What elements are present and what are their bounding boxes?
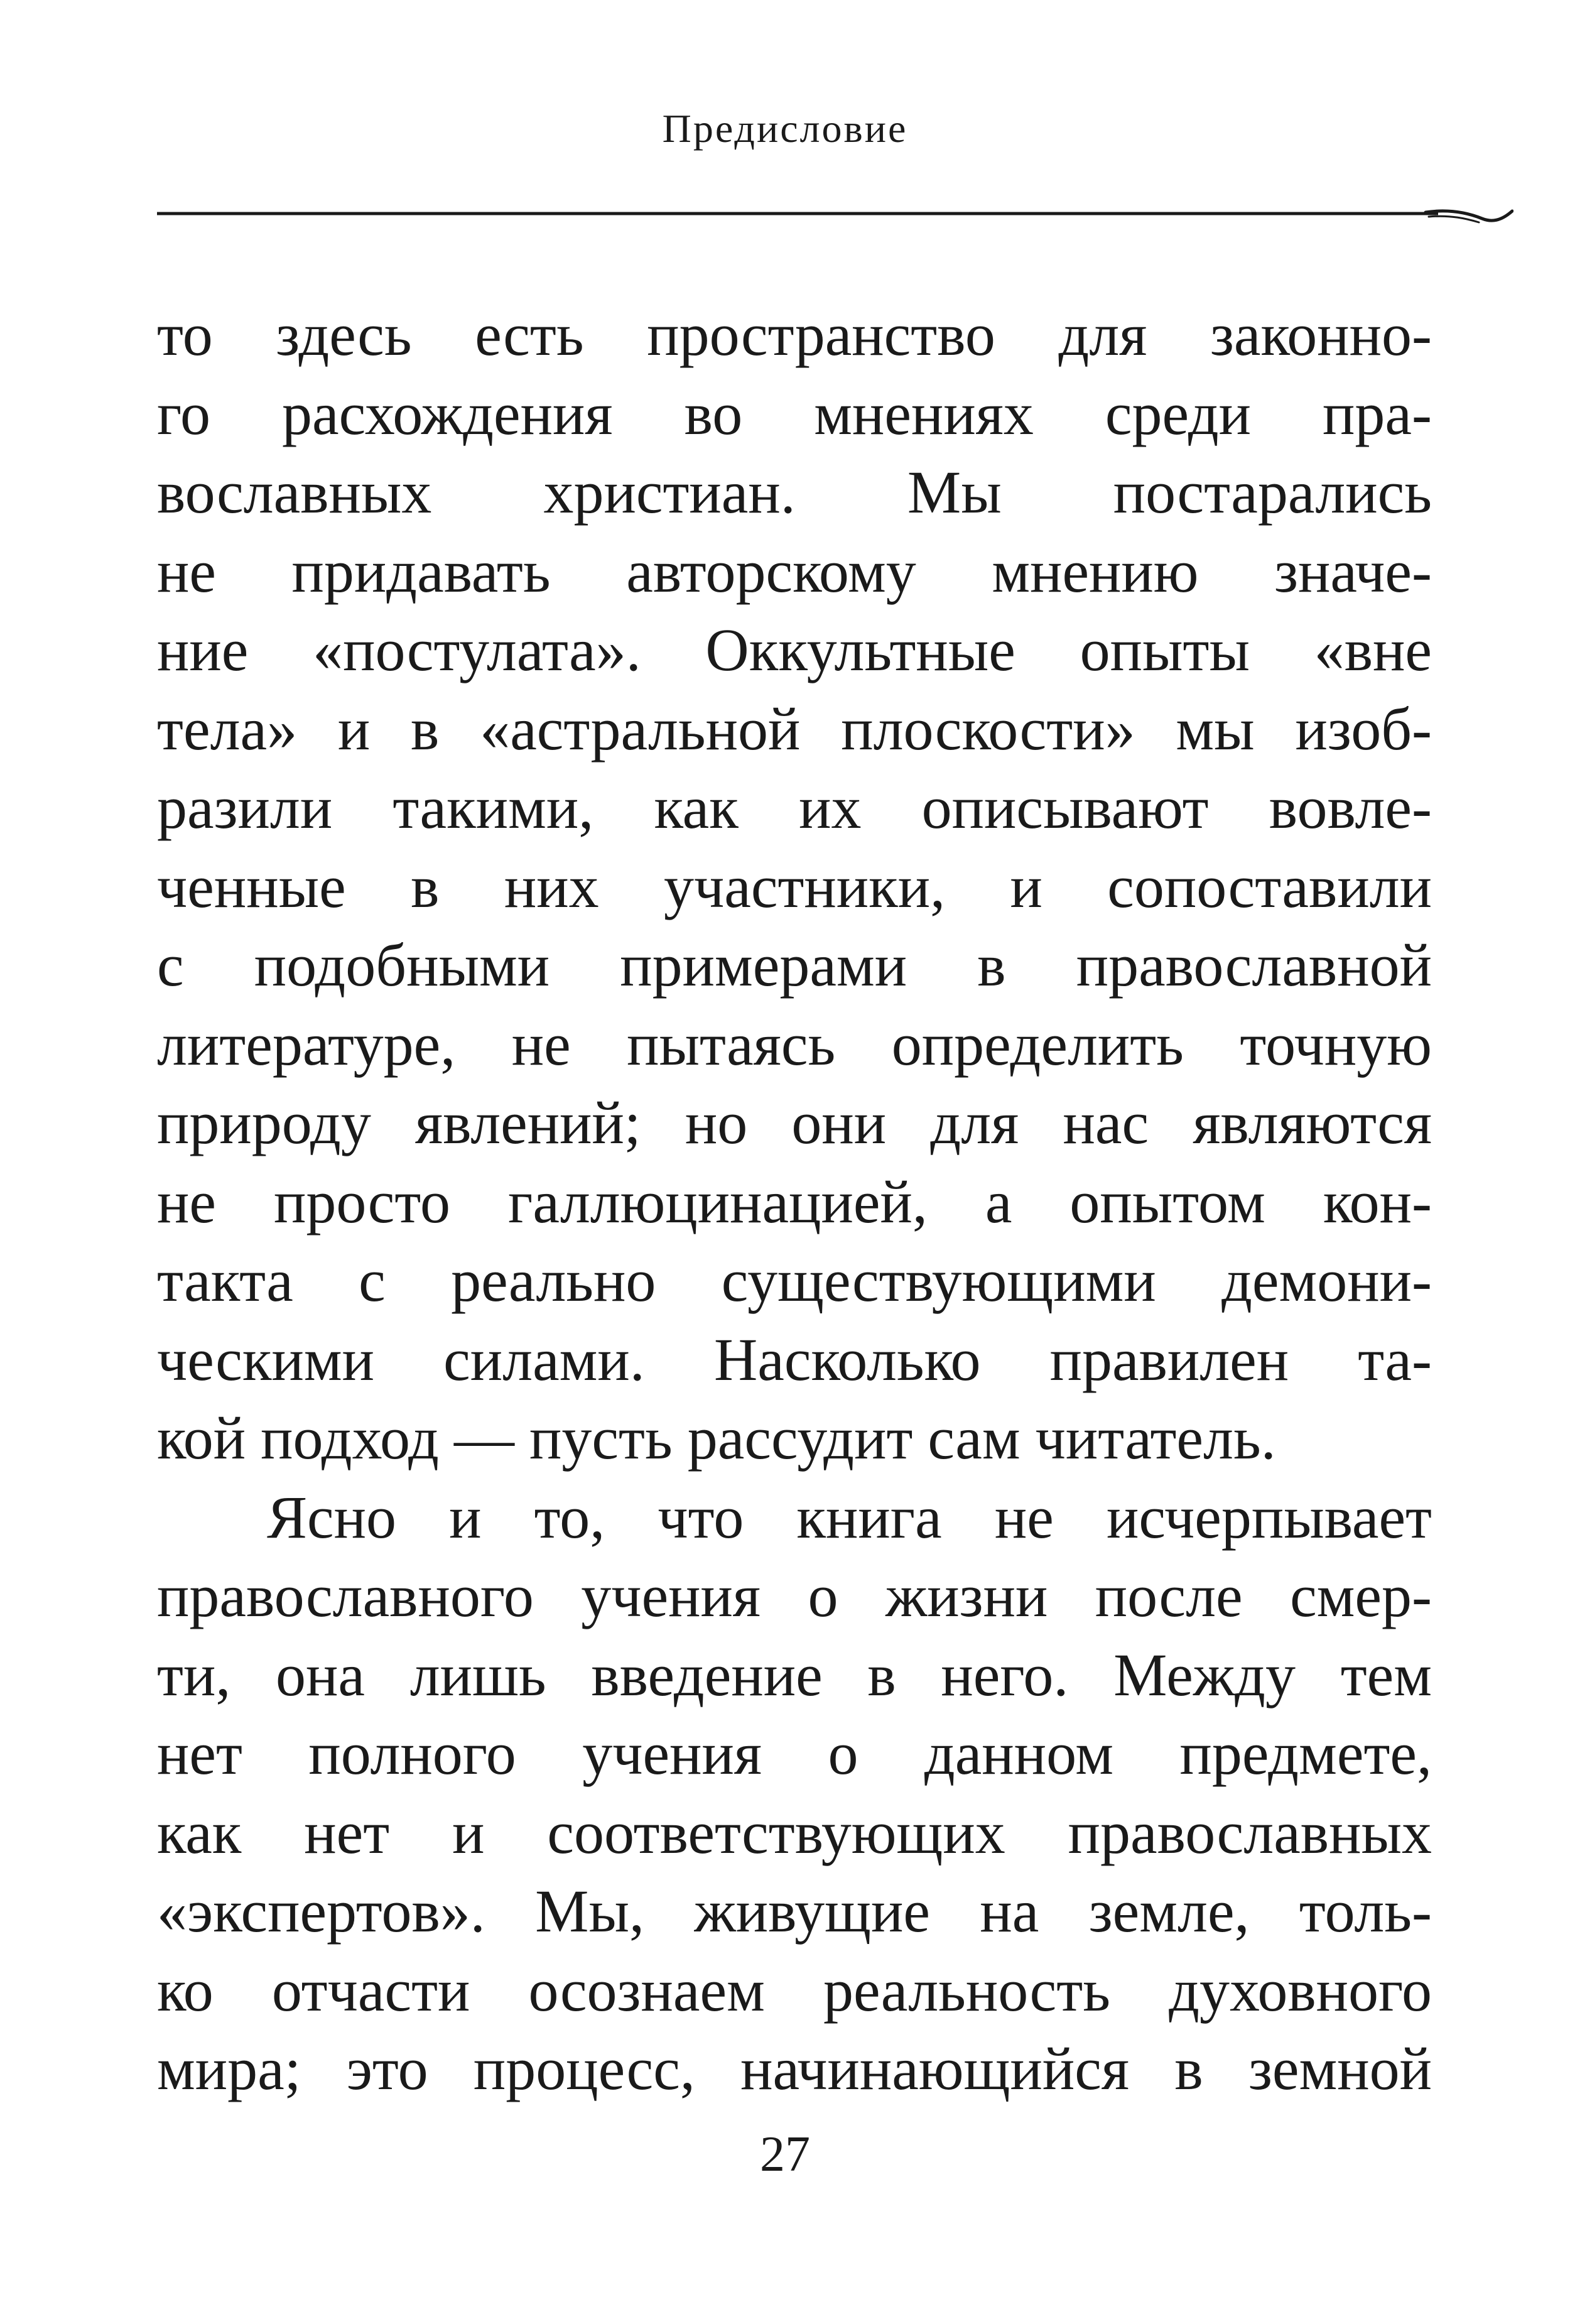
text-line: литературе, не пытаясь определить точную — [157, 1010, 1432, 1078]
text-line: «экспертов». Мы, живущие на земле, толь- — [157, 1877, 1432, 1945]
header-rule — [157, 200, 1513, 231]
text-line: нет полного учения о данном предмете, — [157, 1720, 1432, 1787]
body-text — [157, 295, 1432, 2109]
text-line: то здесь есть пространство для законно- — [157, 301, 1432, 368]
text-line: такта с реально существующими демони- — [157, 1247, 1432, 1314]
text-line: православного учения о жизни после смер- — [157, 1562, 1432, 1629]
text-line: с подобными примерами в православной — [157, 931, 1432, 999]
text-line: ческими силами. Насколько правилен та- — [157, 1325, 1432, 1393]
text-line: как нет и соответствующих православных — [157, 1798, 1432, 1866]
page-number: 27 — [760, 2127, 810, 2182]
text-line: Ясно и то, что книга не исчерпывает — [267, 1483, 1432, 1551]
text-line: не просто галлюцинацией, а опытом кон- — [157, 1168, 1432, 1235]
text-line: вославных христиан. Мы постарались — [157, 459, 1432, 526]
text-line: не придавать авторскому мнению значе- — [157, 537, 1432, 605]
text-line: ти, она лишь введение в него. Между тем — [157, 1641, 1432, 1708]
text-line: ченные в них участники, и сопоставили — [157, 852, 1432, 920]
text-line: тела» и в «астральной плоскости» мы изоб- — [157, 695, 1432, 763]
text-line: ние «постулата». Оккультные опыты «вне — [157, 616, 1432, 683]
running-head: Предисловие — [662, 106, 908, 151]
text-line: природу явлений; но они для нас являются — [157, 1089, 1432, 1156]
text-line: ко отчасти осознаем реальность духовного — [157, 1956, 1432, 2024]
text-line: го расхождения во мнениях среди пра- — [157, 379, 1432, 447]
text-line: мира; это процесс, начинающийся в земной — [157, 2035, 1432, 2102]
text-line: разили такими, как их описывают вовле- — [157, 774, 1432, 841]
text-line: кой подход — пусть рассудит сам читатель. — [157, 1404, 1276, 1472]
